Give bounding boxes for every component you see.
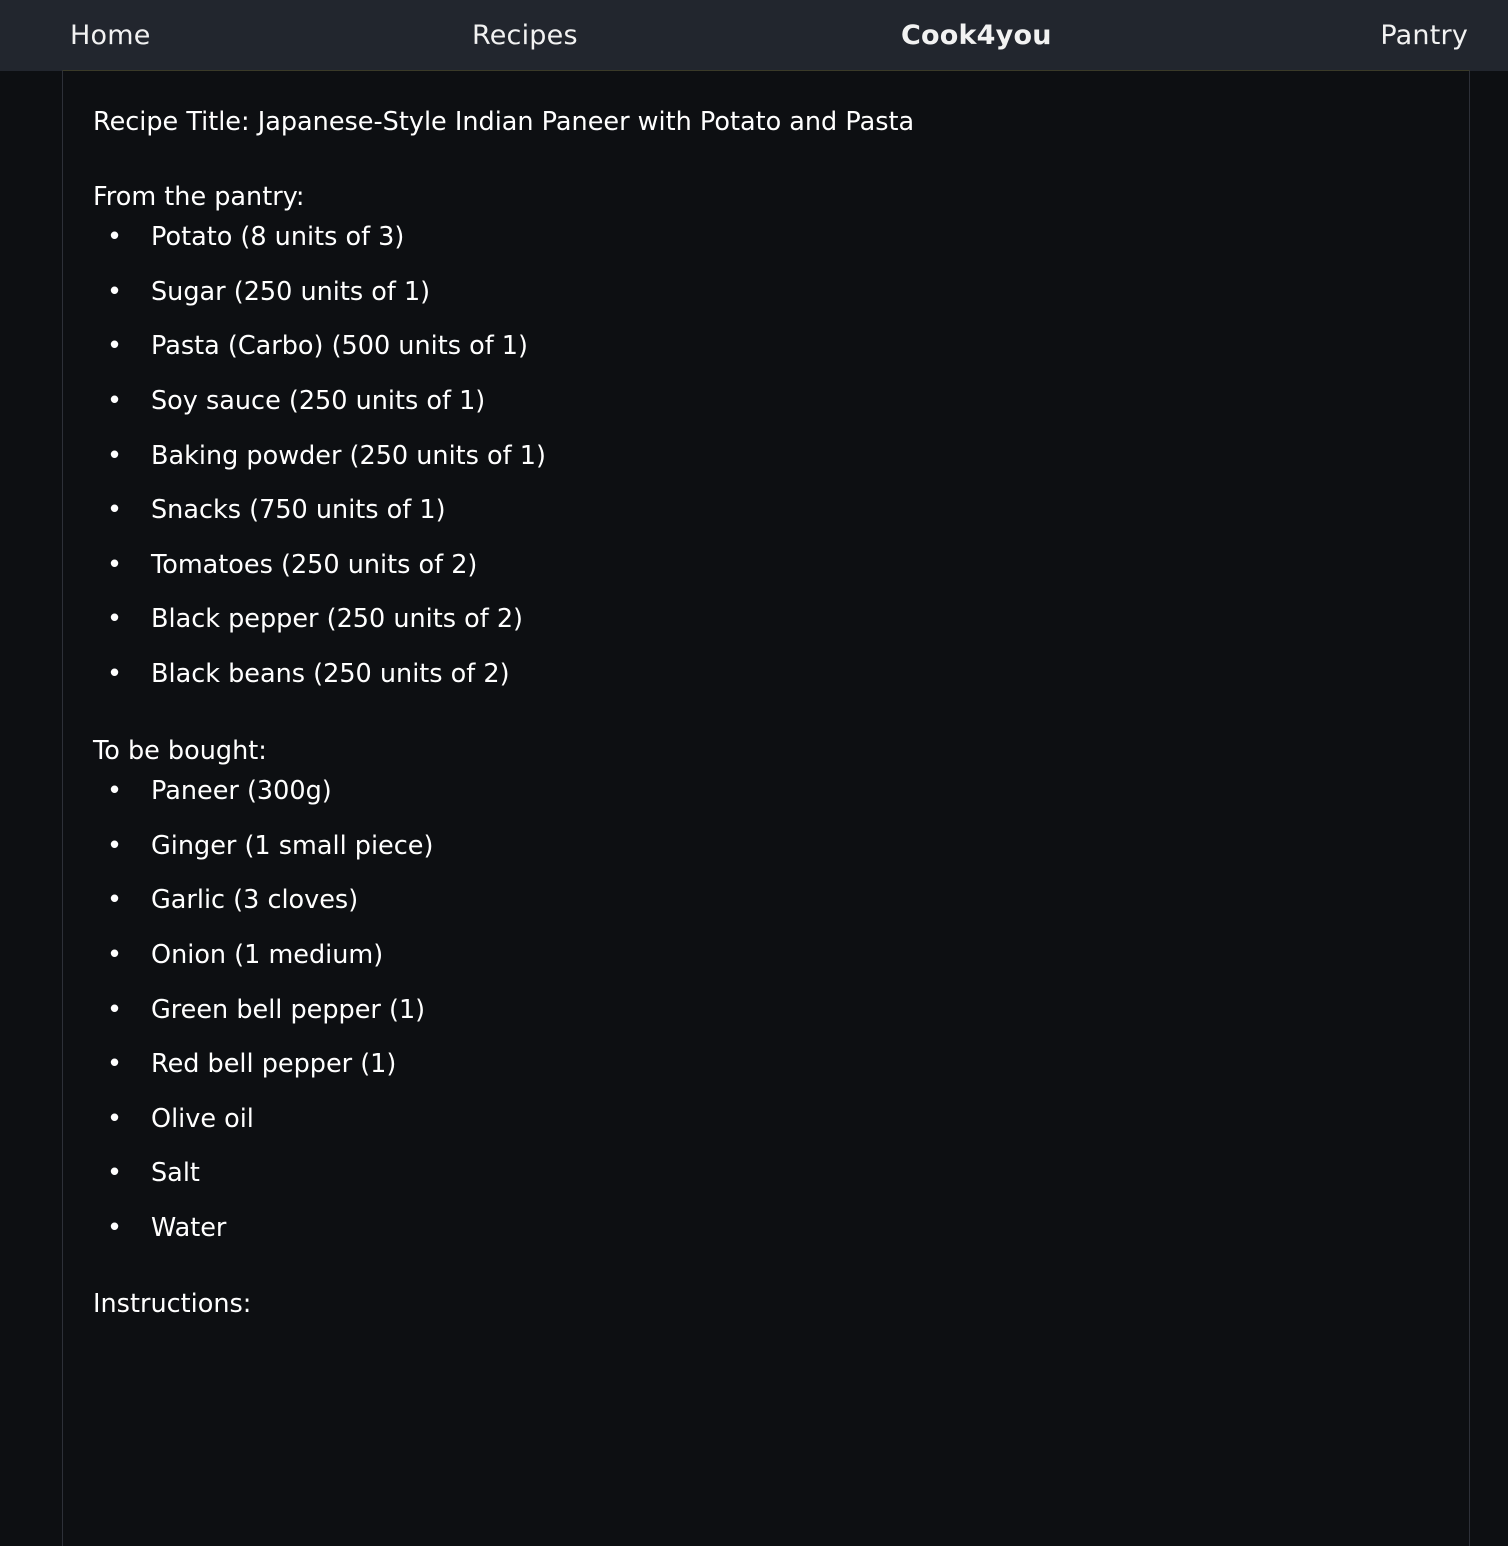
bullet-icon: • <box>107 885 123 916</box>
list-item-label: Olive oil <box>151 1103 254 1134</box>
list-item <box>93 831 1439 862</box>
bullet-icon: • <box>107 830 123 861</box>
recipe-card <box>62 70 1470 1546</box>
list-item-label: Potato (8 units of 3) <box>151 222 405 253</box>
list-item-label: Black beans (250 units of 2) <box>151 658 510 689</box>
list-item-label: Soy sauce (250 units of 1) <box>151 385 486 416</box>
list-item-label: Ginger (1 small piece) <box>151 830 434 861</box>
bullet-icon: • <box>107 222 123 253</box>
bullet-icon: • <box>107 604 123 635</box>
to-be-bought-list <box>93 776 1439 1243</box>
bullet-icon: • <box>107 1103 123 1134</box>
list-item-label: Snacks (750 units of 1) <box>151 495 446 526</box>
list-item-label: Garlic (3 cloves) <box>151 885 359 916</box>
recipe-card-inner <box>63 71 1469 1320</box>
list-item-label: Tomatoes (250 units of 2) <box>151 549 478 580</box>
pantry-ingredient-list <box>93 222 1439 689</box>
list-item-label: Salt <box>151 1158 200 1189</box>
bullet-icon: • <box>107 658 123 689</box>
list-item <box>93 1104 1439 1135</box>
bullet-icon: • <box>107 331 123 362</box>
nav-item-home[interactable]: Home <box>70 20 151 51</box>
instructions-section-label: Instructions: <box>93 1289 252 1320</box>
nav-brand[interactable]: Cook4you <box>901 20 1052 51</box>
list-item <box>93 222 1439 253</box>
list-item <box>93 550 1439 581</box>
bullet-icon: • <box>107 495 123 526</box>
bullet-icon: • <box>107 776 123 807</box>
list-item <box>93 776 1439 807</box>
list-item <box>93 331 1439 362</box>
bullet-icon: • <box>107 1158 123 1189</box>
list-item-label: Pasta (Carbo) (500 units of 1) <box>151 331 528 362</box>
list-item-label: Black pepper (250 units of 2) <box>151 604 524 635</box>
list-item-label: Green bell pepper (1) <box>151 994 426 1025</box>
list-item <box>93 1213 1439 1244</box>
list-item-label: Baking powder (250 units of 1) <box>151 440 546 471</box>
bullet-icon: • <box>107 440 123 471</box>
list-item <box>93 659 1439 690</box>
bullet-icon: • <box>107 994 123 1025</box>
list-item <box>93 441 1439 472</box>
list-item <box>93 495 1439 526</box>
bullet-icon: • <box>107 1212 123 1243</box>
list-item-label: Paneer (300g) <box>151 776 332 807</box>
list-item <box>93 995 1439 1026</box>
list-item <box>93 604 1439 635</box>
list-item-label: Red bell pepper (1) <box>151 1049 397 1080</box>
top-navigation-bar <box>0 0 1508 71</box>
bullet-icon: • <box>107 276 123 307</box>
list-item <box>93 277 1439 308</box>
to-be-bought-section-label: To be bought: <box>93 735 267 766</box>
list-item-label: Onion (1 medium) <box>151 939 384 970</box>
bullet-icon: • <box>107 1049 123 1080</box>
bullet-icon: • <box>107 939 123 970</box>
list-item <box>93 386 1439 417</box>
page-body <box>0 71 1508 1506</box>
list-item <box>93 1158 1439 1189</box>
list-item <box>93 885 1439 916</box>
nav-item-recipes[interactable]: Recipes <box>472 20 578 51</box>
list-item-label: Sugar (250 units of 1) <box>151 276 431 307</box>
list-item <box>93 940 1439 971</box>
nav-item-pantry[interactable]: Pantry <box>1380 20 1468 51</box>
list-item <box>93 1049 1439 1080</box>
pantry-section-label: From the pantry: <box>93 181 305 212</box>
recipe-title: Recipe Title: Japanese-Style Indian Paneer with Potato and Pasta <box>93 107 915 137</box>
bullet-icon: • <box>107 385 123 416</box>
list-item-label: Water <box>151 1212 227 1243</box>
bullet-icon: • <box>107 549 123 580</box>
